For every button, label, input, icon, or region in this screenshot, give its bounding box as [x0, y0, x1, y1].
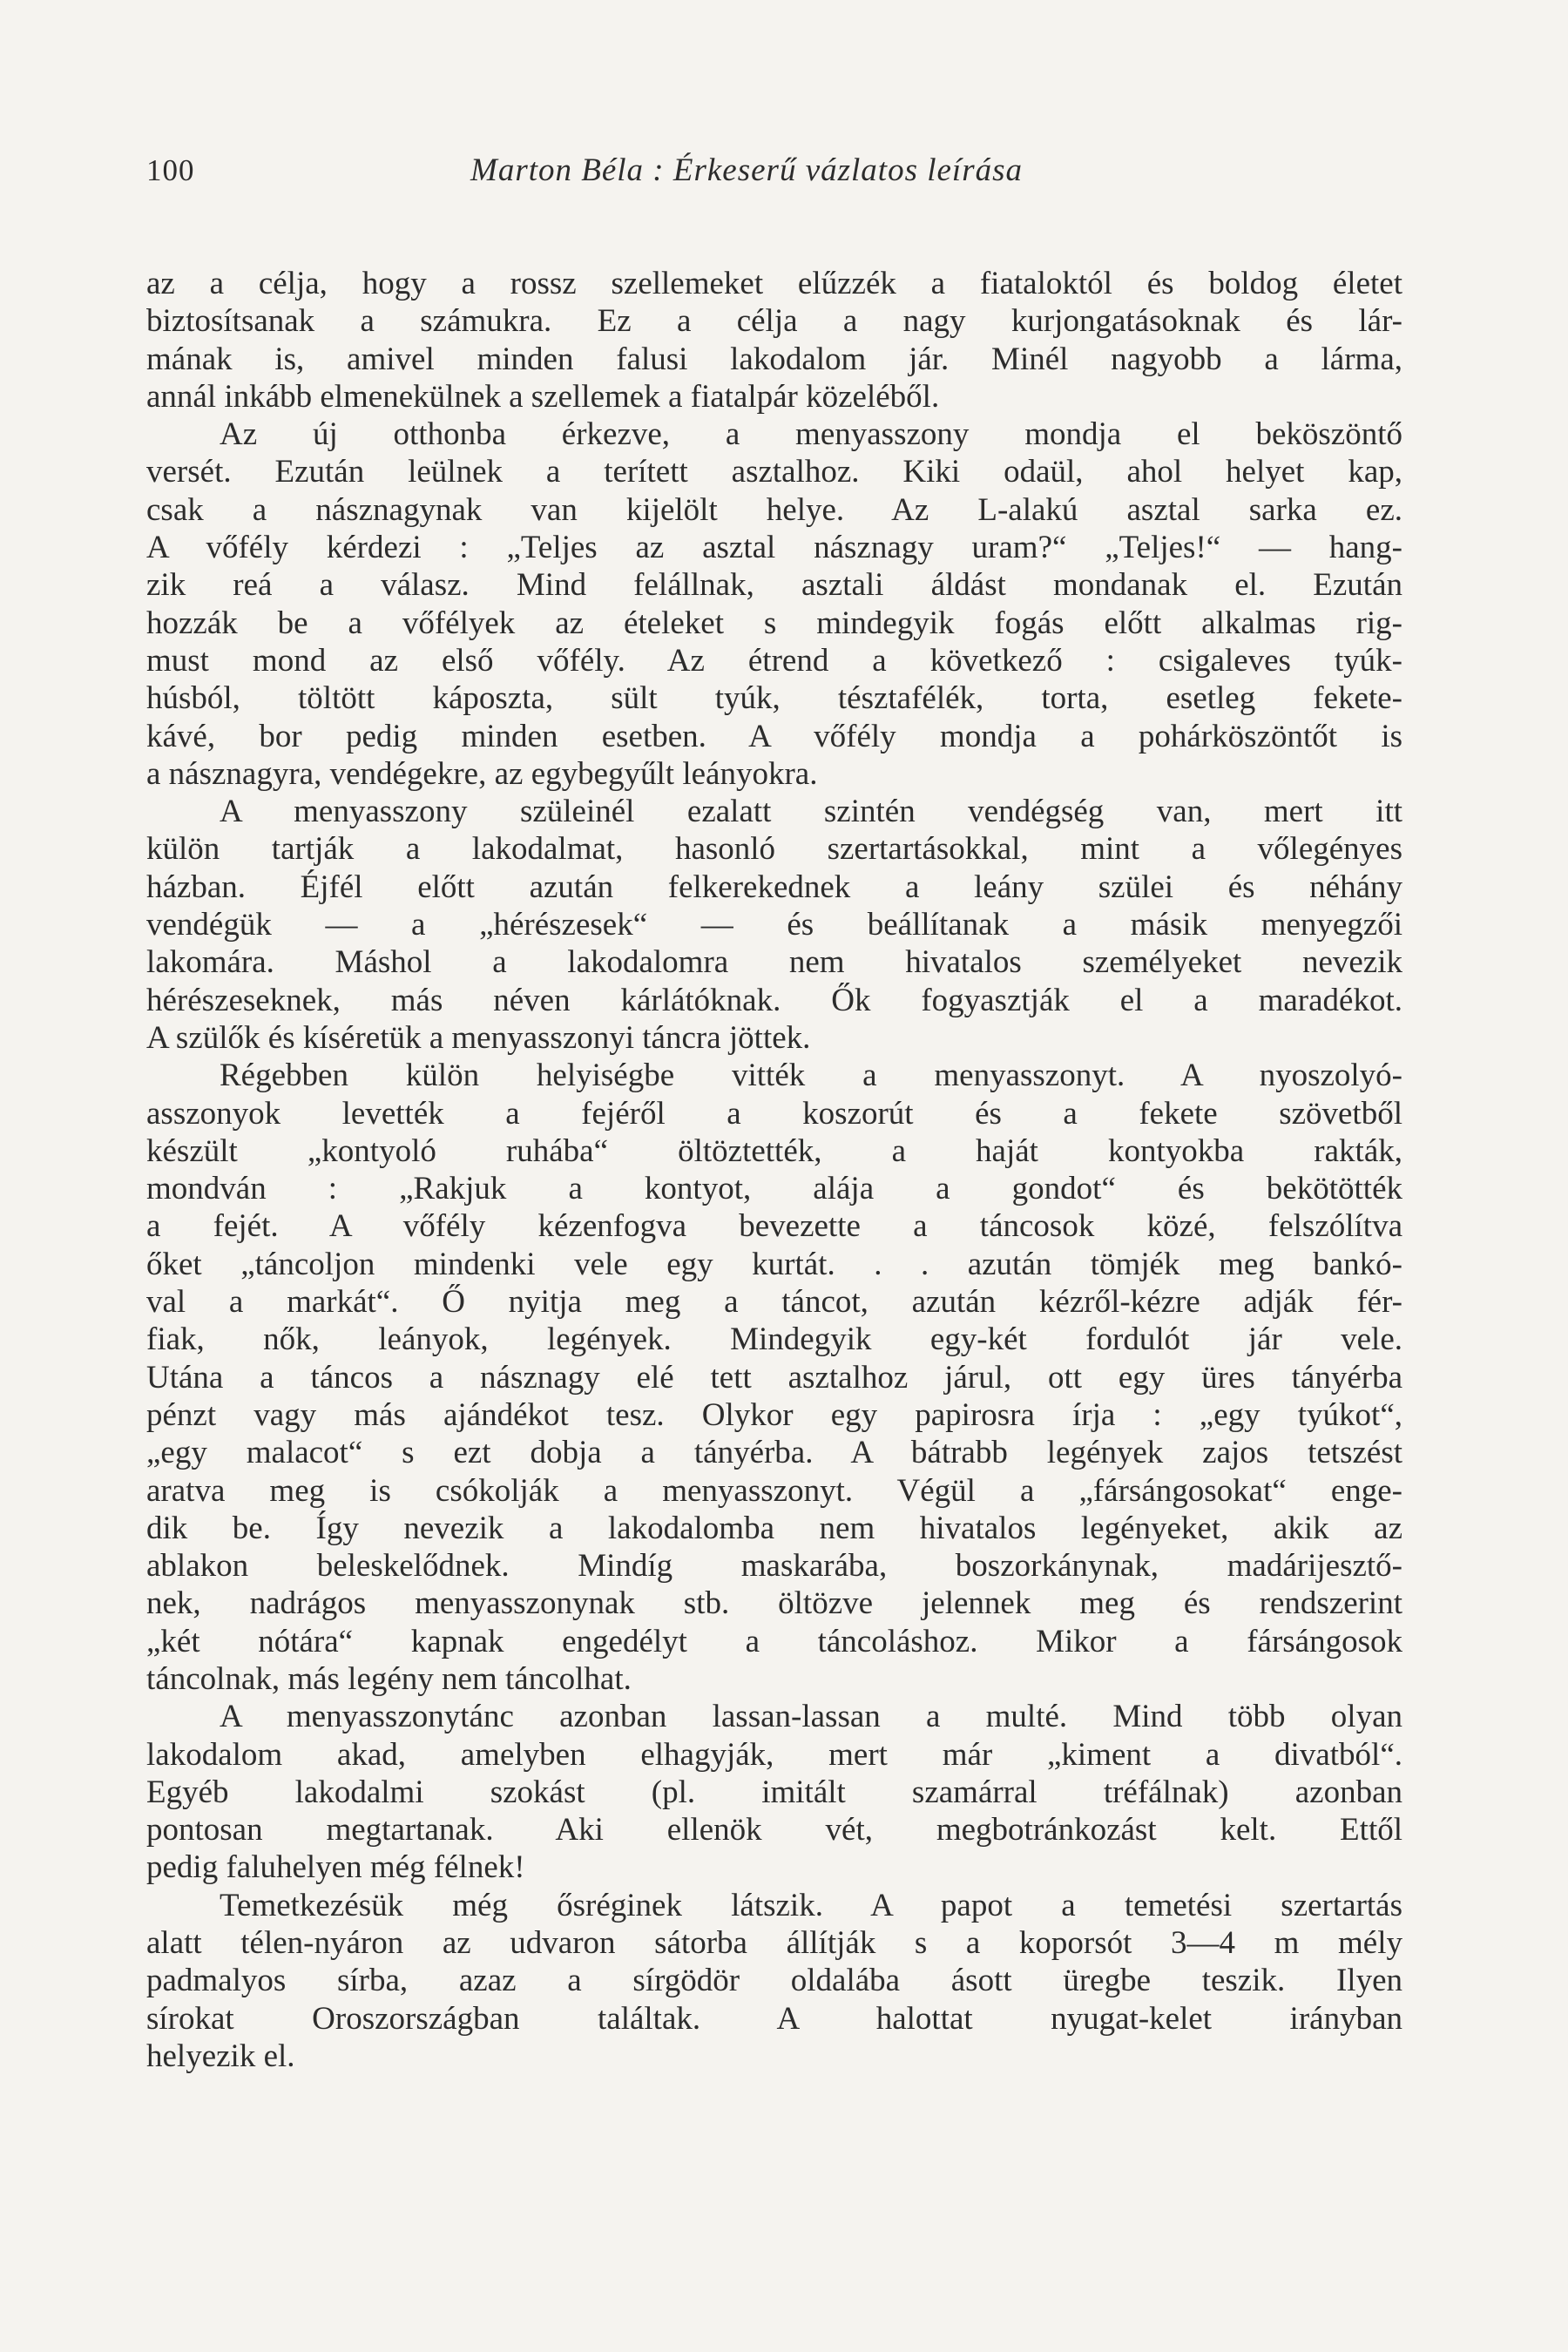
- text-line: „két nótára“ kapnak engedélyt a táncoláshoz. Mikor a fársángosok: [146, 1623, 1402, 1659]
- text-line: kávé, bor pedig minden esetben. A vőfély mondja a pohárköszöntőt is: [146, 718, 1402, 754]
- text-line: pénzt vagy más ajándékot tesz. Olykor egy papirosra írja : „egy tyúkot“,: [146, 1396, 1402, 1433]
- text-line: A szülők és kíséretük a menyasszonyi táncra jöttek.: [146, 1019, 811, 1056]
- text-line: a fejét. A vőfély kézenfogva bevezette a táncosok közé, felszólítva: [146, 1208, 1402, 1245]
- text-line: padmalyos sírba, azaz a sírgödör oldalába ásott üregbe teszik. Ilyen: [146, 1963, 1402, 1999]
- text-line: ablakon beleskelődnek. Mindíg maskarába, boszorkánynak, madárijesztő-: [146, 1548, 1402, 1585]
- page-number: 100: [146, 153, 195, 187]
- text-line: dik be. Így nevezik a lakodalomba nem hivatalos legényeket, akik az: [146, 1510, 1402, 1546]
- running-title: Marton Béla : Érkeserű vázlatos leírása: [470, 152, 1023, 188]
- text-line: zik reá a válasz. Mind felállnak, asztali áldást mondanak el. Ezután: [146, 567, 1402, 604]
- text-line: helyezik el.: [146, 2038, 295, 2074]
- text-line: őket „táncoljon mindenki vele egy kurtát. . . azután tömjék meg bankó-: [146, 1246, 1402, 1282]
- text-line: csak a násznagynak van kijelölt helye. Az L-alakú asztal sarka ez.: [146, 491, 1402, 528]
- text-line: Temetkezésük még ősréginek látszik. A papot a temetési szertartás: [220, 1887, 1402, 1923]
- text-line: hérészeseknek, más néven kárlátóknak. Ők fogyasztják el a maradékot.: [146, 982, 1402, 1018]
- text-line: házban. Éjfél előtt azután felkerekednek a leány szülei és néhány: [146, 868, 1402, 905]
- text-line: Egyéb lakodalmi szokást (pl. imitált szamárral tréfálnak) azonban: [146, 1774, 1402, 1810]
- text-line: A menyasszonytánc azonban lassan-lassan a multé. Mind több olyan: [220, 1699, 1402, 1735]
- text-line: „egy malacot“ s ezt dobja a tányérba. A bátrabb legények zajos tetszést: [146, 1435, 1402, 1471]
- text-line: vendégük — a „hérészesek“ — és beállítanak a másik menyegzői: [146, 907, 1402, 943]
- text-line: Utána a táncos a násznagy elé tett asztalhoz járul, ott egy üres tányérba: [146, 1359, 1402, 1396]
- text-line: A vőfély kérdezi : „Teljes az asztal násznagy uram?“ „Teljes!“ — hang-: [146, 530, 1402, 566]
- text-line: aratva meg is csókolják a menyasszonyt. Végül a „fársángosokat“ enge-: [146, 1472, 1402, 1509]
- text-line: Az új otthonba érkezve, a menyasszony mondja el beköszöntő: [220, 416, 1402, 453]
- text-line: sírokat Oroszországban találtak. A halottat nyugat-kelet irányban: [146, 2000, 1402, 2037]
- text-line: asszonyok levették a fejéről a koszorút és a fekete szövetből: [146, 1095, 1402, 1132]
- text-line: must mond az első vőfély. Az étrend a következő : csigaleves tyúk-: [146, 642, 1402, 679]
- text-line: mondván : „Rakjuk a kontyot, alája a gondot“ és bekötötték: [146, 1171, 1402, 1207]
- running-header: [146, 150, 1402, 192]
- text-line: biztosítsanak a számukra. Ez a célja a nagy kurjongatásoknak és lár-: [146, 303, 1402, 340]
- text-line: táncolnak, más legény nem táncolhat.: [146, 1660, 632, 1697]
- text-line: húsból, töltött káposzta, sült tyúk, tésztafélék, torta, esetleg fekete-: [146, 680, 1402, 717]
- text-line: mának is, amivel minden falusi lakodalom jár. Minél nagyobb a lárma,: [146, 341, 1402, 377]
- text-line: pedig faluhelyen még félnek!: [146, 1849, 525, 1886]
- text-line: alatt télen-nyáron az udvaron sátorba állítják s a koporsót 3—4 m mély: [146, 1925, 1402, 1962]
- text-line: lakodalom akad, amelyben elhagyják, mert már „kiment a divatból“.: [146, 1736, 1402, 1773]
- text-line: külön tartják a lakodalmat, hasonló szertartásokkal, mint a vőlegényes: [146, 831, 1402, 868]
- text-line: a násznagyra, vendégekre, az egybegyűlt leányokra.: [146, 755, 818, 792]
- text-line: pontosan megtartanak. Aki ellenök vét, megbotránkozást kelt. Ettől: [146, 1812, 1402, 1848]
- text-line: A menyasszony szüleinél ezalatt szintén vendégség van, mert itt: [220, 794, 1402, 830]
- text-line: fiak, nők, leányok, legények. Mindegyik egy-két fordulót jár vele.: [146, 1321, 1402, 1358]
- text-line: Régebben külön helyiségbe vitték a menyasszonyt. A nyoszolyó-: [220, 1058, 1402, 1094]
- text-line: az a célja, hogy a rossz szellemeket elűzzék a fiataloktól és boldog életet: [146, 266, 1402, 301]
- body-text: [146, 265, 1402, 2075]
- text-line: versét. Ezután leülnek a terített asztalhoz. Kiki odaül, ahol helyet kap,: [146, 454, 1402, 490]
- text-line: val a markát“. Ő nyitja meg a táncot, azután kézről-kézre adják fér-: [146, 1284, 1402, 1321]
- text-line: készült „kontyoló ruhába“ öltöztették, a haját kontyokba rakták,: [146, 1132, 1402, 1169]
- text-line: lakomára. Máshol a lakodalomra nem hivatalos személyeket nevezik: [146, 944, 1402, 981]
- text-line: nek, nadrágos menyasszonynak stb. öltözve jelennek meg és rendszerint: [146, 1585, 1402, 1622]
- text-line: annál inkább elmenekülnek a szellemek a fiatalpár közeléből.: [146, 378, 940, 415]
- text-line: hozzák be a vőfélyek az ételeket s mindegyik fogás előtt alkalmas rig-: [146, 605, 1402, 641]
